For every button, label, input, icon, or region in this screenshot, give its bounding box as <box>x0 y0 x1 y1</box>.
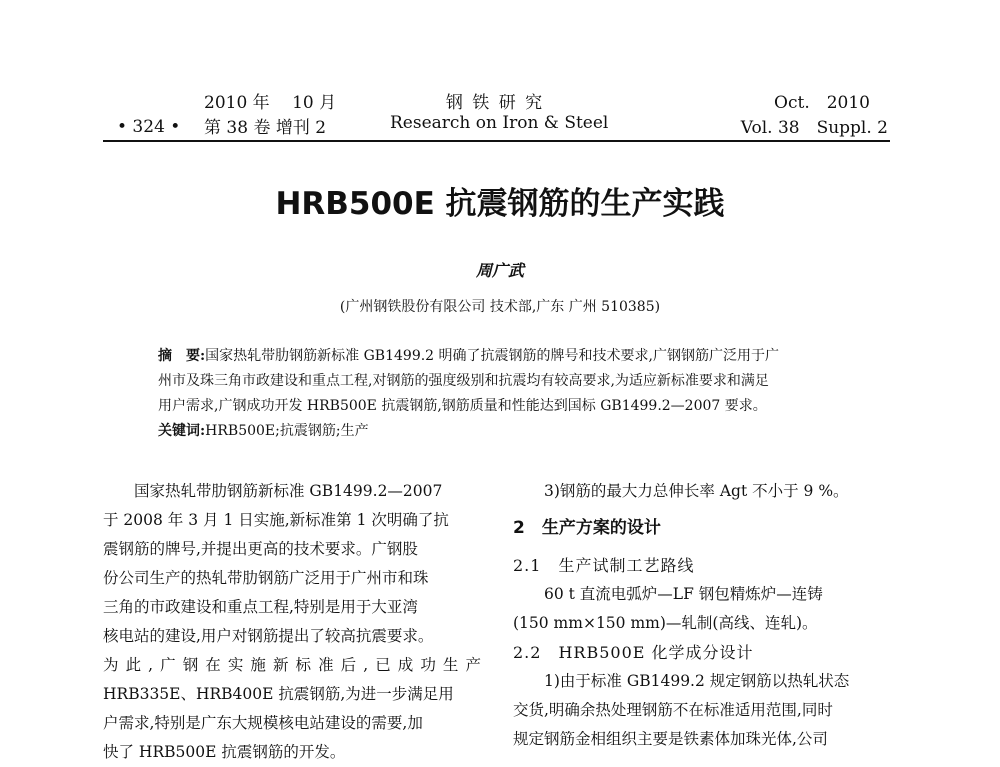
journal-name-cn: 钢 铁 研 究 <box>445 93 545 113</box>
abstract <box>158 344 858 444</box>
body-line: 快了 HRB500E 抗震钢筋的开发。 <box>103 743 346 761</box>
body-line: 于 2008 年 3 月 1 日实施,新标准第 1 次明确了抗 <box>103 511 449 529</box>
header-volume-en: Vol. 38 Suppl. 2 <box>740 118 888 138</box>
body-line: 国家热轧带肋钢筋新标准 GB1499.2—2007 <box>134 482 443 500</box>
abstract-line: 用户需求,广钢成功开发 HRB500E 抗震钢筋,钢筋质量和性能达到国标 GB1499.2—2007 要求。 <box>158 398 767 414</box>
body-line: 1)由于标准 GB1499.2 规定钢筋以热轧状态 <box>544 672 850 690</box>
process-route-line: (150 mm×150 mm)—轧制(高线、连轧)。 <box>513 614 818 632</box>
article-title: HRB500E 抗震钢筋的生产实践 <box>275 186 725 222</box>
header-date-en: Oct. 2010 <box>774 93 870 113</box>
keywords: HRB500E;抗震钢筋;生产 <box>205 423 369 439</box>
body-line: HRB335E、HRB400E 抗震钢筋,为进一步满足用 <box>103 685 454 703</box>
body-line: 震钢筋的牌号,并提出更高的技术要求。广钢股 <box>103 540 418 558</box>
abstract-line: 州市及珠三角市政建设和重点工程,对钢筋的强度级别和抗震均有较高要求,为适应新标准要求和满足 <box>158 373 769 389</box>
header-date-cn: 2010 年 10 月 <box>204 93 337 113</box>
body-right-column <box>513 477 890 754</box>
section-heading-2: 2 生产方案的设计 <box>513 518 661 538</box>
body-left-column <box>103 477 481 767</box>
process-route-line: 60 t 直流电弧炉—LF 钢包精炼炉—连铸 <box>544 585 823 603</box>
body-line: 份公司生产的热轧带肋钢筋广泛用于广州市和珠 <box>103 569 429 587</box>
body-line: 核电站的建设,用户对钢筋提出了较高抗震要求。 <box>103 627 434 645</box>
journal-name-en: Research on Iron & Steel <box>390 113 609 133</box>
body-line: 户需求,特别是广东大规模核电站建设的需要,加 <box>103 714 423 732</box>
body-line: 为此,广钢在实施新标准后,已成功生产 <box>103 656 481 674</box>
list-item-3: 3)钢筋的最大力总伸长率 Agt 不小于 9 %。 <box>544 482 849 500</box>
article-author: 周广武 <box>475 261 524 280</box>
body-line: 规定钢筋金相组织主要是铁素体加珠光体,公司 <box>513 730 828 748</box>
header-rule <box>103 140 890 142</box>
page-number: • 324 • <box>117 117 181 137</box>
article-affiliation: (广州钢铁股份有限公司 技术部,广东 广州 510385) <box>339 299 661 315</box>
section-heading-2-1: 2.1 生产试制工艺路线 <box>513 556 695 575</box>
section-heading-2-2: 2.2 HRB500E 化学成分设计 <box>513 643 754 662</box>
abstract-line: 国家热轧带肋钢筋新标准 GB1499.2 明确了抗震钢筋的牌号和技术要求,广钢钢筋广泛用于广 <box>205 348 779 364</box>
header-volume-cn: 第 38 卷 增刊 2 <box>204 118 327 138</box>
body-line: 三角的市政建设和重点工程,特别是用于大亚湾 <box>103 598 418 616</box>
body-line: 交货,明确余热处理钢筋不在标准适用范围,同时 <box>513 701 833 719</box>
keywords-label: 关键词: <box>158 423 206 439</box>
abstract-label: 摘 要: <box>158 348 206 364</box>
